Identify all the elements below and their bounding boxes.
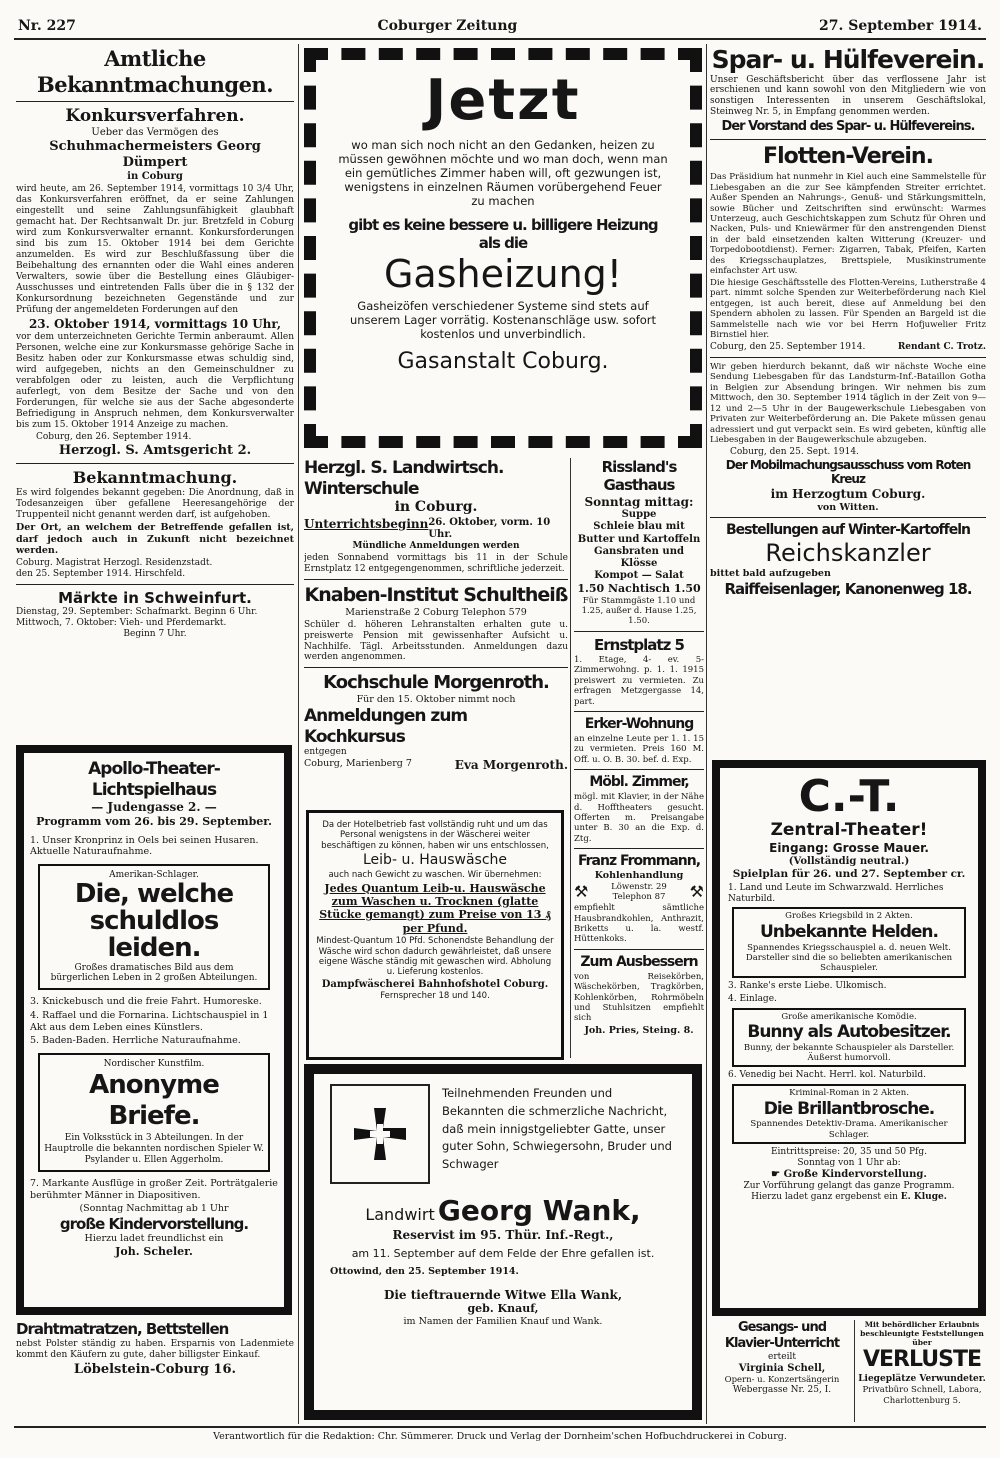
winter-body: jeden Sonnabend vormittags bis 11 in der Schule Ernstplatz 12 entgegengenommen, schriftliche jederzeit. — [304, 552, 568, 574]
page-footer — [14, 1426, 986, 1446]
flotten-body: Das Präsidium hat nunmehr in Kiel auch eine Sammelstelle für Liebesgaben an die zur See kämpfenden Streiter errichtet. Außer Spenden an Nahrungs-, Genuß- und Stärkungsmitteln, sowie Bücher und Zeitschriften sind erwünscht: Warmes Unterzeug, auch Geschichtskappen zum Schutz für Ohren und Nacken, Puls- und Kniewärmer für den anstrengenden Dienst in der bald einsetzenden kalten Witterung (Kreuzer- und Torpedobootdienst). Ferner: Zigarren, Tabak, Pfeifen, Karten des Kriegsschauplatzes, Brettspiele, Musikinstrumente einfachster Art usw. — [710, 172, 986, 277]
ct-item-5 — [732, 1008, 966, 1068]
apollo-item-3: 3. Knickebusch und die freie Fahrt. Humoreske. — [30, 996, 262, 1008]
bekanntmachung-body: Es wird folgendes bekannt gegeben: Die Anordnung, daß in Todesanzeigen über gefallene Heeresangehörige der Truppenteil nicht genannt werden darf, ist aufgehoben. — [16, 488, 294, 521]
ct-sonntag: Sonntag von 1 Uhr ab: — [797, 1158, 901, 1169]
apollo-item-6-desc: Ein Volksstück in 3 Abteilungen. In der Hauptrolle die bekannten nordischen Spieler W. Psylander u. Ellen Aggerholm. — [44, 1133, 264, 1166]
ct-item-7-desc: Spannendes Detektiv-Drama. Amerikanischer Schlager. — [750, 1119, 948, 1140]
gas-gasheizung: Gasheizung! — [383, 252, 623, 297]
winter-anm: Mündliche Anmeldungen werden — [352, 540, 520, 551]
riss-stamm: Für Stammgäste 1.10 und 1.25, außer d. Hause 1.25, 1.50. — [581, 595, 697, 627]
ct-kinder: Große Kindervorstellung. — [783, 1169, 927, 1181]
ct-theater-ad — [712, 760, 986, 1316]
ct-item-5-title: Bunny als Autobesitzer. — [747, 1021, 951, 1042]
flotten-sign: Coburg, den 25. September 1914. — [710, 341, 866, 352]
flotten-title: Flotten-Verein. — [763, 144, 933, 170]
divider — [710, 517, 986, 518]
hotel-text-2: auch nach Gewicht zu waschen. Wir übernehmen: — [328, 870, 542, 881]
ct-sign: E. Kluge. — [900, 1192, 947, 1203]
spar-sign: Der Vorstand des Spar- u. Hülfevereins. — [721, 119, 975, 135]
official-notices-heading: Amtliche Bekanntmachungen. — [36, 46, 274, 97]
winter-title: Herzgl. S. Landwirtsch. Winterschule — [304, 458, 504, 499]
ct-item-5-desc: Bunny, der bekannte Schauspieler als Darsteller. Äußerst humorvoll. — [743, 1042, 955, 1064]
column-rule — [570, 458, 571, 1058]
konkurs-place: in Coburg — [127, 170, 183, 182]
death-family: im Namen der Familien Knauf und Wank. — [403, 1315, 603, 1327]
mob-body: Wir geben hierdurch bekannt, daß wir nächste Woche eine Sendung Liebesgaben für das Landsturm-Inf.-Bataillon Gotha in Belgien zur Absendung bringen. Wir nehmen bis zum Mittwoch, den 30. September 1914 täglich in der Zeit von 9—12 und 2—5 Uhr in der Baugewerkschule Liebesgaben von Privaten zur Weiterbeförderung an. Die Pakete müssen genau adressiert und gut verpackt sein. Es wird gebeten, künftig alle Liebesgaben in der Baugewerkschule abzugeben. — [710, 361, 986, 446]
moebl-title: Möbl. Zimmer, — [589, 774, 689, 791]
column-rule — [706, 44, 707, 1424]
apollo-sign: Joh. Scheler. — [115, 1244, 193, 1258]
maerkte-line-1: Dienstag, 29. September: Schafmarkt. Beginn 6 Uhr. — [16, 607, 258, 618]
mob-title: Der Mobilmachungsausschuss vom Roten Kreuz — [725, 457, 971, 487]
divider — [574, 769, 704, 770]
death-landwirt: Landwirt — [365, 1205, 435, 1224]
koch-anm: Anmeldungen zum Kochkursus — [304, 705, 468, 747]
death-text: Teilnehmenden Freunden und Bekannten die schmerzliche Nachricht, daß mein innigstgeliebter Gatte, unser guter Sohn, Schwiegersohn, Bruder und Schwager — [442, 1086, 672, 1172]
koch-row — [304, 758, 568, 773]
ct-item-1: 1. Land und Leute im Schwarzwald. Herrliches Naturbild. — [728, 882, 944, 904]
ct-item-2-title: Unbekannte Helden. — [759, 921, 938, 942]
ct-title: C.-T. — [798, 771, 900, 822]
apollo-programme: Programm vom 26. bis 29. September. — [36, 815, 272, 829]
apollo-item-5: 5. Baden-Baden. Herrliche Naturaufnahme. — [30, 1035, 241, 1047]
koch-name: Eva Morgenroth. — [454, 758, 568, 773]
konkurs-name: Schuhmachermeisters Georg Dümpert — [49, 139, 261, 170]
winter-begin: Unterrichtsbeginn — [304, 516, 429, 531]
column-3 — [574, 458, 704, 1058]
divider — [16, 584, 294, 585]
issue-date: 27. September 1914. — [818, 18, 982, 34]
moebl-body: mögl. mit Klavier, in der Nähe d. Hofftheaters gesucht. Offerten m. Preisangabe unter B. 30 an die Exp. d. Ztg. — [574, 792, 704, 844]
gesang-ad — [712, 1320, 852, 1422]
death-widow: Die tieftrauernde Witwe Ella Wank, — [383, 1287, 623, 1302]
flotten-body-2: Die hiesige Geschäftsstelle des Flotten-Vereins, Lutherstraße 4 part. nimmt solche Spenden zur Weiterbeförderung nach Kiel entgegen, ist auch bereit, diese auf Anmeldung bei den Spendern abholen zu lassen. Für Spenden an Bargeld ist die Sammelstelle nach wie vor bei Herrn Hofjuwelier Fritz Birnstiel hier. — [710, 277, 986, 341]
pickaxe-icon: ⚒ — [574, 882, 589, 902]
apollo-sonntag: (Sonntag Nachmittag ab 1 Uhr — [79, 1203, 229, 1215]
apollo-item-6 — [38, 1053, 270, 1172]
kart-title: Bestellungen auf Winter-Kartoffeln — [725, 522, 971, 539]
apollo-item-2 — [38, 864, 270, 991]
ct-zentral: Zentral-Theater! — [770, 820, 928, 841]
death-reservist: Reservist im 95. Thür. Inf.-Regt., — [392, 1228, 614, 1243]
column-2 — [304, 458, 568, 798]
konkurs-body-2: vor dem unterzeichneten Gerichte Termin anberaumt. Allen Personen, welche eine zur Konkursmasse gehörige Sache in Besitz haben oder zur Konkursmasse etwas schuldig sind, wird aufgegeben, nichts an den Gemeinschuldner zu verabfolgen oder zu leisten, auch die Verpflichtung auferlegt, von dem Besitze der Sache und von den Forderungen, für welche sie aus der Sache abgesonderte Befriedigung in Anspruch nehmen, dem Konkursverwalter bis zum 15. Oktober 1914 Anzeige zu machen. — [16, 332, 294, 431]
gas-text-2: Gasheizöfen verschiedener Systeme sind stets auf unserem Lager vorrätig. Kostenanschläge usw. sofort kostenlos und unverbindlich. — [349, 298, 657, 341]
hotel-leib: Leib- u. Hauswäsche — [363, 852, 507, 869]
ct-voll: (Vollständig neutral.) — [788, 855, 910, 867]
column-rule — [298, 44, 299, 1424]
riss-kompot: Kompot — Salat — [594, 570, 684, 582]
divider — [574, 631, 704, 632]
ct-item-7 — [732, 1084, 966, 1144]
koch-date: Für den 15. Oktober nimmt noch — [356, 694, 516, 706]
ausbessern-sign: Joh. Pries, Steing. 8. — [584, 1024, 694, 1036]
konkurs-sign-place: Coburg, den 26. September 1914. — [36, 432, 192, 443]
winter-date: 26. Oktober, vorm. 10 Uhr. — [428, 516, 551, 540]
divider — [574, 848, 704, 849]
winter-place: in Coburg. — [394, 499, 478, 516]
ct-item-5-tag: Große amerikanische Komödie. — [781, 1011, 917, 1022]
divider — [710, 139, 986, 140]
death-place: Ottowind, den 25. September 1914. — [330, 1266, 519, 1278]
spar-title: Spar- u. Hülfeverein. — [711, 46, 985, 74]
footer-text: Verantwortlich für die Redaktion: Chr. Sümmerer. Druck und Verlag der Dornheim'schen Hofbuchdruckerei in Coburg. — [213, 1431, 787, 1442]
riss-sonntag: Sonntag mittag: — [584, 494, 694, 509]
konkurs-title: Konkursverfahren. — [65, 106, 245, 127]
ct-item-7-title: Die Brillantbrosche. — [763, 1098, 935, 1119]
knaben-addr: Marienstraße 2 Coburg Telephon 579 — [345, 607, 527, 618]
iron-cross-icon — [350, 1104, 410, 1164]
divider — [304, 579, 568, 580]
apollo-item-2-tag: Amerikan-Schlager. — [109, 869, 199, 880]
gesang-sub: Opern- u. Konzertsängerin — [724, 1374, 840, 1385]
erker-title: Erker-Wohnung — [584, 715, 694, 732]
hotel-text-1: Da der Hotelbetrieb fast vollständig ruht und um das Personal wenigstens in der Wäscherei weiter beschäftigen zu können, haben wir uns entschlossen, — [321, 820, 549, 851]
ct-spiel: Spielplan für 26. und 27. September cr. — [732, 867, 966, 880]
apollo-kinder: große Kindervorstellung. — [59, 1214, 249, 1233]
gasheizung-ad — [304, 48, 702, 448]
ct-eintritt: Eintrittspreise: 20, 35 und 50 Pfg. — [770, 1147, 928, 1158]
ct-item-6: 6. Venedig bei Nacht. Herrl. kol. Naturbild. — [728, 1070, 927, 1081]
frommann-row — [574, 882, 704, 903]
apollo-item-4: 4. Raffael und die Fornarina. Lichtschauspiel in 1 Akt aus dem Leben eines Künstlers. — [30, 1010, 269, 1033]
frommann-body: empfiehlt sämtliche Hausbrandkohlen, Anthrazit, Briketts u. la. westf. Hüttenkoks. — [574, 903, 704, 945]
maerkte-line-3: Beginn 7 Uhr. — [123, 629, 187, 640]
kart-reich: Reichskanzler — [765, 539, 931, 568]
kart-raiff: Raiffeisenlager, Kanonenweg 18. — [724, 580, 972, 598]
page-header — [14, 14, 986, 40]
ct-invite: Hierzu ladet ganz ergebenst ein — [751, 1192, 898, 1203]
waescherei-ad — [306, 810, 564, 1060]
ausbessern-body: von Reisekörben, Wäschekörben, Tragkörben, Kohlenkörben, Rohrmöbeln und Stuhlsitzen empfiehlt sich — [574, 971, 704, 1024]
riss-schleie: Schleie blau mit Butter und Kartoffeln — [577, 521, 701, 545]
death-nee: geb. Knauf, — [467, 1302, 539, 1316]
konkurs-date: 23. Oktober 1914, vormittags 10 Uhr, — [28, 316, 282, 331]
bekanntmachung-title: Bekanntmachung. — [72, 467, 238, 487]
death-fell: am 11. September auf dem Felde der Ehre gefallen ist. — [351, 1246, 655, 1260]
newspaper-title: Coburger Zeitung — [377, 18, 518, 34]
kart-bittet: bittet bald aufzugeben — [710, 568, 831, 580]
divider — [304, 667, 568, 668]
hotel-phone: Fernsprecher 18 und 140. — [380, 990, 490, 1001]
konkurs-court: Herzogl. S. Amtsgericht 2. — [58, 442, 252, 458]
riss-suppe: Suppe — [621, 509, 657, 521]
koch-title: Kochschule Morgenroth. — [323, 672, 549, 694]
verl-top: Mit behördlicher Erlaubnis beschleunigte Feststellungen über — [860, 1320, 984, 1348]
divider — [574, 711, 704, 712]
death-name: Georg Wank, — [437, 1194, 641, 1227]
winter-row — [304, 517, 568, 541]
divider — [16, 101, 294, 102]
flotten-name: Rendant C. Trotz. — [897, 341, 986, 352]
ct-item-2-tag: Großes Kriegsbild in 2 Akten. — [785, 911, 913, 922]
hotel-sign: Dampfwäscherei Bahnhofshotel Coburg. — [321, 978, 549, 990]
divider — [574, 949, 704, 950]
flotten-sign-row — [710, 342, 986, 353]
hotel-text-3: Mindest-Quantum 10 Pfd. Schonendste Behandlung der Wäsche wird schon dadurch gewährleistet, daß unsere eigene Wäsche ständig mit gewaschen wird. Abholung u. Lieferung kostenlos. — [316, 936, 554, 978]
bekanntmachung-bold: Der Ort, an welchem der Betreffende gefallen ist, darf jedoch auch in Zukunft nicht bezeichnet werden. — [16, 522, 294, 557]
gas-sign: Gasanstalt Coburg. — [397, 348, 609, 374]
konkurs-intro: Ueber das Vermögen des — [91, 126, 219, 138]
koch-addr: Coburg, Marienberg 7 — [304, 758, 412, 770]
apollo-invite: Hierzu ladet freundlichst ein — [84, 1233, 224, 1245]
apollo-title: Apollo-Theater-Lichtspielhaus — [88, 759, 220, 800]
apollo-item-7: 7. Markante Ausflüge in großer Zeit. Porträtgalerie berühmter Männer in Diapositiven. — [30, 1178, 278, 1201]
iron-cross-icon — [330, 1084, 430, 1184]
apollo-item-1: 1. Unser Kronprinz in Oels bei seinen Husaren. Aktuelle Naturaufnahme. — [30, 834, 259, 858]
verl-sub: Liegeplätze Verwundeter. — [858, 1374, 986, 1385]
mob-sub: im Herzogtum Coburg. — [770, 486, 926, 501]
gesang-erteilt: erteilt — [768, 1351, 796, 1362]
spar-body: Unser Geschäftsbericht über das verflossene Jahr ist erschienen und kann sowohl von den Mitgliedern wie von sonstigen Interessenten in unserem Geschäftslokal, Steinweg Nr. 5, in Empfang genommen werden. — [710, 74, 986, 118]
death-name-row — [330, 1194, 676, 1228]
apollo-theater-ad — [16, 745, 292, 1315]
konkurs-body: wird heute, am 26. September 1914, vormittags 10 3/4 Uhr, das Konkursverfahren eröffnet, da er seine Zahlungen eingestellt und seine Zahlungsunfähigkeit glaubhaft gemacht hat. Der Rechtsanwalt Dr. jur. Bretzfeld in Coburg wird zum Konkursverwalter ernannt. Konkursforderungen sind bis zum 15. Oktober 1914 bei dem Gerichte anzumelden. Es wird zur Beschlußfassung über die Beibehaltung des ernannten oder die Wahl eines anderen Verwalters, sowie über die Bestellung eines Gläubiger-Ausschusses und eintretenden Falls über die in § 132 der Konkursordnung bezeichneten Gegenstände und zur Prüfung der angemeldeten Forderungen auf den — [16, 184, 294, 315]
ct-invite-row — [728, 1192, 970, 1203]
frommann-title: Franz Frommann, — [577, 852, 701, 869]
ernst-title: Ernstplatz 5 — [594, 635, 684, 654]
death-notice-top — [330, 1084, 676, 1184]
bekanntmachung-sign-2: den 25. September 1914. Hirschfeld. — [16, 568, 186, 579]
pickaxe-icon: ⚒ — [689, 882, 704, 902]
ct-item-3: 3. Ranke's erste Liebe. Ulkomisch. — [728, 980, 887, 991]
divider — [710, 357, 986, 358]
riss-price: 1.50 Nachtisch 1.50 — [577, 582, 701, 596]
ct-vorfuehr: Zur Vorführung gelangt das ganze Programm. — [743, 1181, 955, 1192]
pointing-hand-icon: ☛ — [771, 1169, 781, 1181]
maerkte-title: Märkte in Schweinfurt. — [58, 588, 252, 607]
divider — [16, 463, 294, 464]
verl-title: VERLUSTE — [863, 1347, 981, 1373]
riss-gans: Gansbraten und Klösse — [594, 545, 684, 569]
verluste-ad — [858, 1320, 986, 1422]
column-rule — [854, 1320, 855, 1422]
gas-bold: gibt es keine bessere u. billigere Heizung als die — [348, 215, 658, 252]
apollo-item-2-desc: Großes dramatisches Bild aus dem bürgerlichen Leben in 2 großen Abteilungen. — [50, 962, 258, 984]
maerkte-line-2: Mittwoch, 7. Oktober: Vieh- und Pferdemarkt. — [16, 618, 227, 629]
frommann-addr: Löwenstr. 29 Telephon 87 — [611, 881, 667, 902]
knaben-body: Schüler d. höheren Lehranstalten erhalten gute u. preiswerte Pension mit gewissenhafter Aufsicht u. Nachhilfe. Tägl. Arbeitsstunden. Anmeldungen dazu werden angenommen. — [304, 619, 568, 663]
ct-item-2 — [732, 907, 966, 977]
draht-sign: Löbelstein-Coburg 16. — [73, 1362, 237, 1378]
ausbessern-title: Zum Ausbessern — [580, 953, 698, 970]
draht-body: nebst Polster ständig zu haben. Ersparnis von Ladenmiete kommt den Käufern zu gute, daher billigster Einkauf. — [16, 1339, 294, 1361]
erker-body: an einzelne Leute per 1. 1. 15 zu vermieten. Preis 160 M. Off. u. O. B. 30. bef. d. Exp. — [574, 734, 704, 765]
knaben-title: Knaben-Institut Schultheiß — [304, 583, 568, 606]
death-notice — [304, 1064, 702, 1420]
ct-eingang: Eingang: Grosse Mauer. — [769, 840, 929, 855]
verl-sign: Privatbüro Schnell, Labora, Charlottenburg 5. — [862, 1385, 982, 1406]
draht-title: Drahtmatratzen, Bettstellen — [16, 1320, 229, 1338]
riss-title: Rissland's Gasthaus — [601, 458, 677, 495]
ct-item-2-desc: Spannendes Kriegsschauspiel a. d. neuen Welt. Darsteller sind die so beliebten amerikanischen Schauspieler. — [745, 942, 953, 974]
apollo-subtitle: — Judengasse 2. — — [91, 800, 217, 815]
drahtmatratzen-ad — [16, 1320, 294, 1424]
ct-item-7-tag: Kriminal-Roman in 2 Akten. — [789, 1088, 909, 1099]
mob-sign: Coburg, den 25. Sept. 1914. — [730, 446, 859, 457]
ct-item-4: 4. Einlage. — [728, 993, 777, 1004]
mob-name: von Witten. — [817, 501, 879, 513]
gesang-title: Gesangs- und Klavier-Unterricht — [724, 1320, 840, 1351]
apollo-item-6-title: Anonyme Briefe. — [89, 1069, 219, 1132]
apollo-item-6-tag: Nordischer Kunstfilm. — [103, 1058, 205, 1069]
ernst-body: 1. Etage, 4- ev. 5-Zimmerwohng. p. 1. 1. 1915 preiswert zu vermieten. Zu erfragen Metzgergasse 14, part. — [574, 655, 704, 707]
apollo-item-2-title: Die, welche schuldlos leiden. — [74, 878, 234, 964]
hotel-bold: Jedes Quantum Leib-u. Hauswäsche zum Waschen u. Trocknen (glatte Stücke gemangt) zum Preise von 13 ₰ per Pfund. — [319, 881, 551, 935]
issue-number: Nr. 227 — [18, 18, 76, 34]
ct-kinder-row — [728, 1169, 970, 1181]
gas-jetzt: Jetzt — [425, 68, 581, 133]
gesang-addr: Webergasse Nr. 25, I. — [732, 1385, 832, 1396]
frommann-sub: Kohlenhandlung — [594, 870, 684, 882]
bekanntmachung-sign-1: Coburg. Magistrat Herzogl. Residenzstadt. — [16, 558, 213, 568]
gesang-name: Virginia Schell, — [738, 1362, 826, 1374]
gas-text-1: wo man sich noch nicht an den Gedanken, heizen zu müssen gewöhnen möchte und wo man doch, wenn man ein gemütliches Zimmer haben will, oft gezwungen ist, wenigstens in einzelnen Räumen vorübergehend Feuer zu machen — [338, 137, 668, 208]
koch-entgegen: entgegen — [304, 747, 347, 758]
